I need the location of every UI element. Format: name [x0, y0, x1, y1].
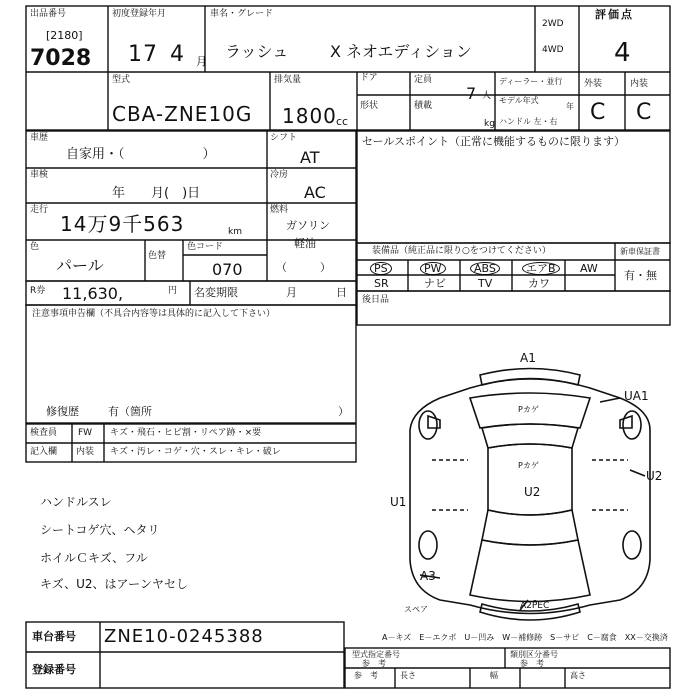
shape-label: 形状 [360, 101, 379, 111]
eval-score: 4 [614, 38, 632, 68]
classification-label: 類別区分番号 [510, 650, 558, 659]
mark-u2-center: U2 [524, 485, 541, 499]
model-label: 型式 [112, 75, 131, 85]
record-label: 記入欄 [30, 447, 58, 457]
recycle-value: 11,630, [62, 284, 124, 303]
history-label: 車歴 [30, 133, 49, 143]
mark-a2: A2P̄EC [520, 601, 550, 611]
first-reg-month: 4 [170, 42, 185, 67]
repair-history-close: ） [338, 405, 349, 418]
reg-limit-day: 日 [336, 286, 347, 299]
dealer-label: ディーラー・並行 [499, 77, 563, 86]
inspector-label: 検査員 [30, 428, 58, 438]
height-label: 高さ [570, 671, 586, 680]
fuel-label: 燃料 [270, 205, 289, 215]
width-label: 幅 [490, 671, 498, 680]
drive-2wd: 2WD [542, 19, 564, 29]
color-value: パール [56, 256, 104, 275]
color-code-value: 070 [212, 260, 243, 279]
equip-sr: SR [374, 277, 389, 290]
mark-ua1: UA1 [624, 389, 649, 403]
equip-airbag: エアB [522, 262, 560, 275]
inspection-label: 車検 [30, 170, 49, 180]
equipment-label: 装備品（純正品に限り○をつけてください） [372, 246, 551, 256]
mileage-unit: km [228, 227, 242, 237]
fuel-other: （ ） [276, 261, 331, 274]
handwritten-note: ホイルＣキズ、フル [40, 551, 148, 565]
mark-a3: A3 [420, 569, 436, 583]
color-code-label: 色コード [187, 242, 224, 252]
color-label: 色 [30, 242, 40, 252]
sales-point-label: セールスポイント（正常に機能するものに限ります） [362, 135, 626, 148]
exterior-label: 外装 [584, 79, 603, 89]
damage-legend: A－キズ E－エクボ U－凹み W－補修跡 S－サビ C－腐食 XX－交換済 [382, 633, 668, 642]
door-label: ドア [360, 73, 378, 83]
handwritten-note: キズ、U2、はアーンヤセし [40, 577, 188, 591]
year-unit: 年 [566, 102, 574, 111]
equip-tv: TV [478, 277, 493, 290]
displacement-unit: cc [336, 115, 349, 128]
equip-abs: ABS [470, 262, 500, 275]
first-reg-year: 17 [128, 42, 158, 67]
ac-label: 冷房 [270, 170, 289, 180]
inspector-fw-items: キズ・飛石・ヒビ割・リペア跡・×要 [110, 428, 262, 438]
capacity-label: 定員 [414, 75, 433, 85]
classification-ref: 参 考 [520, 659, 544, 668]
recycle-label: R券 [30, 286, 46, 296]
eval-label: 評価点 [595, 8, 634, 21]
model-value: CBA-ZNE10G [112, 102, 253, 126]
repair-history-value: 有（箇所 [108, 405, 152, 418]
car-name: ラッシュ [225, 42, 289, 61]
warranty-label: 新車保証書 [620, 247, 660, 256]
equip-aw: AW [580, 262, 598, 275]
reg-limit-month: 月 [286, 286, 297, 299]
handwritten-note: ハンドルスレ [40, 495, 112, 509]
capacity-unit: 人 [482, 91, 492, 101]
color-tone-label: 色替 [148, 251, 167, 261]
mark-a1: A1 [520, 351, 536, 365]
handle-label: ハンドル 左・右 [499, 117, 558, 126]
equip-navi: ナビ [424, 277, 446, 290]
displacement-label: 排気量 [274, 75, 302, 85]
month-unit: 月 [196, 55, 207, 68]
handwritten-note: シートコゲ穴、ヘタリ [40, 523, 160, 537]
rear-items-label: 後日品 [362, 295, 390, 305]
inspector-fw: FW [78, 428, 93, 438]
model-designation-ref: 参 考 [362, 659, 386, 668]
capacity-value: 7 [466, 84, 477, 103]
mark-u2-side: U2 [646, 469, 663, 483]
load-unit: kg [484, 119, 495, 129]
mark-roof: Pカゲ [518, 461, 539, 470]
mark-u1: U1 [390, 495, 407, 509]
shift-value: AT [300, 148, 320, 167]
inspector-interior: 内装 [76, 447, 95, 457]
interior-grade: C [636, 100, 653, 125]
fuel-gas: ガソリン [286, 219, 330, 232]
fuel-diesel: 軽油 [294, 237, 316, 250]
exterior-grade: C [590, 100, 607, 125]
length-label: 長さ [400, 671, 416, 680]
equip-pw: PW [420, 262, 446, 275]
length-ref: 参 考 [354, 671, 378, 680]
ac-value: AC [304, 183, 326, 202]
model-designation-label: 型式指定番号 [352, 650, 400, 659]
chassis-label: 車台番号 [32, 630, 76, 643]
chassis-value: ZNE10-0245388 [104, 626, 264, 647]
model-year-label: モデル年式 [499, 96, 539, 105]
interior-label: 内装 [630, 79, 649, 89]
lot-code: [2180] [46, 29, 83, 42]
car-name-label: 車名・グレード [210, 9, 274, 19]
mark-bumper: スペア [404, 605, 428, 614]
warranty-value: 有・無 [624, 269, 657, 282]
car-grade: X ネオエディション [330, 42, 472, 61]
inspection-value: 年 月( )日 [112, 186, 201, 201]
equip-ps: PS [370, 262, 392, 275]
lot-label: 出品番号 [30, 9, 67, 19]
repair-history-label: 修復歴 [46, 405, 79, 418]
history-value: 自家用・（ ） [66, 147, 216, 162]
drive-4wd: 4WD [542, 45, 564, 55]
lot-number: 7028 [30, 46, 92, 71]
mileage-label: 走行 [30, 205, 49, 215]
mark-hood: Pカゲ [518, 405, 539, 414]
equip-leather: カワ [528, 277, 550, 290]
recycle-unit: 円 [168, 286, 178, 296]
load-label: 積載 [414, 101, 433, 111]
notes-label: 注意事項申告欄（不具合内容等は具体的に記入して下さい） [32, 309, 276, 319]
reg-limit-label: 名変期限 [194, 286, 238, 299]
displacement-value: 1800 [282, 104, 337, 128]
registration-label: 登録番号 [32, 663, 76, 676]
shift-label: シフト [270, 133, 298, 143]
mileage-value: 14万9千563 [60, 212, 185, 236]
inspector-interior-items: キズ・汚レ・コゲ・穴・スレ・キレ・破レ [110, 447, 281, 457]
first-reg-label: 初度登録年月 [112, 9, 167, 19]
